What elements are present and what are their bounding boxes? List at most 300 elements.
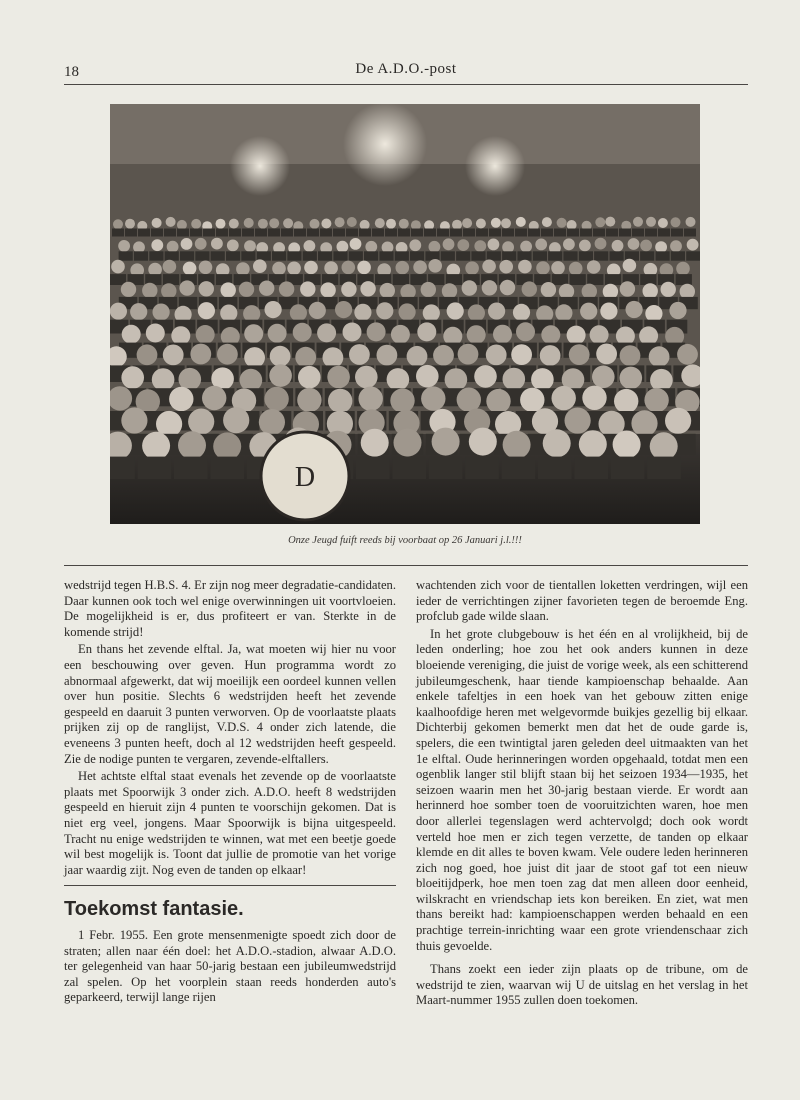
crowd-face: [220, 305, 237, 322]
crowd-face: [377, 345, 398, 366]
crowd-face: [110, 303, 127, 320]
right-paragraph: In het grote clubgebouw is het één en al vrolijkheid, bij de leden onderling; hoe zou het ook anders kunnen in deze bloeiende vereniging, die juist de vorige week, als een schitterend jubileumgeschenk, haar tiende kampioenschap behaalde. Aan enkele tafeltjes in een hoek van het gebouw zitten enige kaalhoofdige heren met welgevormde buikjes gezellig bij elkaar. Dichterbij gekomen bemerkt men dat het de oude garde is, spelers, die een twintigtal jaren geleden deel uitmaakten van het 1e elftal. Oude herinneringen worden opgehaald, totdat men een ogenblik langer stil blijft staan bij het seizoen 1934—1935, het seizoen waarin men het 30-jarig bestaan vierde. Er wordt aan herinnerd hoe somber toen de vooruitzichten waren, hoe men door allerlei tegenslagen werd achtervolgd; doch ook wordt verteld hoe men er zich tegen verzette, de tanden op elkaar klemde en dit alles te boven kwam. Vele oudere leden herinneren zich nog goed, hoe juist dit jaar de stoot gaf tot een nieuw bloeitijdperk, hoe men toen zag dat men alleen door eenheid, wilskracht en vriendschap iets kon bereiken. En ziet, wat men thans bereikt had: kampioenschappen werden behaald en een prachtige terrein-inrichting waar een grote vriendenschaar zich thuis gevoelde.: [416, 626, 748, 953]
crowd-face: [579, 430, 607, 458]
crowd-face: [661, 282, 676, 297]
article-paragraph: 1 Febr. 1955. Een grote mensenmenigte spoedt zich door de straten; allen naar één doel: het A.D.O.-stadion, alwaar A.D.O. ter gelegenheid van haar 50-jarig bestaan een jubileumwedstrijd zal spelen. Op het voorplein staan reeds honderden auto's geparkeerd, terwijl lange rijen: [64, 928, 396, 1005]
chandelier-glow: [343, 104, 427, 186]
crowd-face: [603, 284, 618, 299]
crowd-body: [226, 251, 240, 260]
crowd-body: [163, 274, 179, 285]
crowd-face: [567, 326, 586, 345]
crowd-face: [217, 344, 238, 365]
crowd-face: [270, 346, 291, 367]
crowd-body: [450, 229, 462, 237]
crowd-face: [350, 238, 362, 250]
section-rule: [64, 565, 748, 566]
crowd-face: [121, 282, 136, 297]
crowd-face: [442, 283, 457, 298]
crowd-face: [452, 220, 462, 230]
crowd-body: [281, 229, 293, 237]
crowd-face: [130, 303, 147, 320]
crowd-body: [515, 229, 527, 237]
crowd-face: [376, 302, 393, 319]
crowd-body: [255, 229, 267, 237]
crowd-body: [210, 457, 244, 479]
crowd-body: [606, 229, 618, 237]
photo-youth-party: [110, 104, 700, 524]
right-column: [416, 578, 748, 1011]
crowd-body: [574, 457, 608, 479]
crowd-face: [445, 368, 468, 391]
crowd-face: [355, 366, 378, 389]
crowd-body: [346, 229, 358, 237]
crowd-face: [244, 218, 254, 228]
crowd-face: [670, 240, 682, 252]
crowd-body: [364, 251, 378, 260]
crowd-body: [272, 251, 286, 260]
crowd-face: [386, 219, 396, 229]
crowd-face: [614, 389, 638, 413]
crowd-body: [174, 457, 208, 479]
crowd-face: [563, 238, 575, 250]
crowd: [110, 217, 700, 479]
crowd-face: [367, 322, 386, 341]
crowd-face: [541, 325, 560, 344]
lamp-right-glow: [465, 136, 525, 196]
crowd-face: [407, 346, 428, 367]
crowd-face: [605, 217, 615, 227]
crowd-body: [372, 229, 384, 237]
crowd-face: [264, 387, 288, 411]
crowd-face: [600, 303, 617, 320]
crowd-face: [416, 365, 439, 388]
crowd-face: [643, 283, 658, 298]
crowd-face: [633, 217, 643, 227]
crowd-face: [259, 409, 285, 435]
crowd-face: [269, 364, 292, 387]
crowd-body: [242, 229, 254, 237]
crowd-face: [152, 218, 162, 228]
header-rule: [64, 84, 748, 85]
crowd-body: [489, 229, 501, 237]
crowd-face: [646, 217, 656, 227]
crowd-face: [321, 219, 331, 229]
crowd-face: [428, 259, 442, 273]
crowd-face: [421, 282, 436, 297]
crowd-face: [499, 260, 513, 274]
crowd-face: [202, 386, 226, 410]
crowd-face: [304, 261, 318, 275]
crowd-face: [474, 365, 497, 388]
crowd-body: [349, 251, 363, 260]
crowd-face: [265, 301, 282, 318]
crowd-face: [360, 281, 375, 296]
crowd-face: [613, 431, 641, 459]
crowd-face: [236, 262, 250, 276]
crowd-body: [268, 229, 280, 237]
crowd-face: [258, 219, 268, 229]
crowd-face: [213, 432, 241, 460]
crowd-body: [177, 229, 189, 237]
crowd-face: [354, 304, 371, 321]
crowd-face: [199, 281, 214, 296]
crowd-face: [191, 219, 201, 229]
article-divider: [64, 885, 396, 886]
crowd-body: [229, 229, 241, 237]
crowd-face: [361, 429, 389, 457]
crowd-body: [658, 229, 670, 237]
crowd-face: [582, 284, 597, 299]
crowd-body: [216, 229, 228, 237]
crowd-face: [620, 281, 635, 296]
crowd-face: [152, 368, 175, 391]
crowd-face: [269, 218, 279, 228]
crowd-face: [216, 219, 226, 229]
crowd-body: [593, 229, 605, 237]
crowd-face: [328, 389, 352, 413]
crowd-body: [356, 457, 390, 479]
crowd-face: [309, 302, 326, 319]
photo-illustration: [110, 104, 700, 524]
crowd-face: [687, 239, 699, 251]
crowd-face: [486, 389, 510, 413]
crowd-body: [528, 229, 540, 237]
crowd-face: [327, 366, 350, 389]
crowd-face: [579, 240, 591, 252]
crowd-face: [649, 346, 670, 367]
crowd-face: [620, 345, 641, 366]
crowd-face: [626, 301, 643, 318]
page-header: [64, 60, 748, 82]
crowd-body: [385, 229, 397, 237]
crowd-face: [229, 219, 239, 229]
crowd-body: [149, 251, 163, 260]
crowd-face: [163, 260, 177, 274]
crowd-face: [465, 261, 479, 275]
crowd-face: [580, 303, 597, 320]
crowd-face: [142, 283, 157, 298]
crowd-face: [467, 325, 486, 344]
crowd-body: [333, 251, 347, 260]
crowd-body: [392, 457, 426, 479]
crowd-body: [611, 457, 645, 479]
crowd-body: [567, 229, 579, 237]
crowd-face: [686, 217, 696, 227]
crowd-body: [398, 229, 410, 237]
crowd-face: [323, 347, 344, 368]
crowd-face: [474, 240, 486, 252]
crowd-body: [676, 274, 692, 285]
crowd-face: [503, 431, 531, 459]
crowd-face: [244, 347, 265, 368]
crowd-body: [671, 251, 685, 260]
crowd-body: [429, 457, 463, 479]
crowd-body: [138, 457, 172, 479]
crowd-face: [462, 218, 472, 228]
crowd-body: [533, 251, 547, 260]
crowd-face: [491, 218, 501, 228]
crowd-body: [151, 229, 163, 237]
crowd-face: [535, 239, 547, 251]
crowd-face: [671, 217, 681, 227]
lamp-left-glow: [230, 136, 290, 196]
crowd-face: [421, 386, 445, 410]
crowd-body: [164, 229, 176, 237]
crowd-face: [458, 344, 479, 365]
crowd-body: [487, 251, 501, 260]
crowd-body: [647, 457, 681, 479]
crowd-face: [113, 219, 123, 229]
crowd-face: [317, 323, 336, 342]
crowd-body: [110, 274, 126, 285]
crowd-body: [656, 251, 670, 260]
crowd-body: [632, 229, 644, 237]
crowd-face: [650, 432, 678, 460]
left-paragraph: wedstrijd tegen H.B.S. 4. Er zijn nog meer degradatie-candidaten. Daar kunnen ook toch wel enige overwinningen uit voortvloeien. De mogelijkheid is er, dus profiteert er van. Sterkte in de komende strijd!: [64, 578, 396, 639]
crowd-face: [559, 284, 574, 299]
crowd-face: [310, 219, 320, 229]
crowd-face: [501, 218, 511, 228]
crowd-body: [502, 457, 536, 479]
crowd-face: [569, 262, 583, 276]
crowd-body: [605, 274, 621, 285]
crowd-body: [476, 229, 488, 237]
crowd-face: [462, 280, 477, 295]
crowd-face: [195, 238, 207, 250]
crowd-face: [375, 218, 385, 228]
crowd-face: [640, 240, 652, 252]
crowd-face: [380, 283, 395, 298]
crowd-face: [396, 261, 410, 275]
crowd-face: [121, 366, 144, 389]
crowd-body: [165, 251, 179, 260]
crowd-face: [587, 260, 601, 274]
crowd-face: [153, 304, 170, 321]
page-number: 18: [64, 64, 79, 80]
crowd-body: [307, 229, 319, 237]
photo-caption: Onze Jeugd fuift reeds bij voorbaat op 26 Januari j.l.!!!: [288, 535, 522, 546]
crowd-face: [513, 304, 530, 321]
crowd-face: [469, 428, 497, 456]
crowd-face: [171, 326, 190, 345]
crowd-face: [137, 344, 158, 365]
crowd-face: [569, 344, 590, 365]
crowd-face: [592, 366, 615, 389]
crowd-body: [686, 251, 700, 260]
crowd-face: [669, 302, 686, 319]
crowd-face: [565, 408, 591, 434]
crowd-face: [432, 428, 460, 456]
crowd-face: [612, 240, 624, 252]
crowd-face: [540, 345, 561, 366]
running-title: De A.D.O.-post: [355, 61, 457, 77]
crowd-body: [333, 229, 345, 237]
crowd-face: [518, 260, 532, 274]
crowd-face: [181, 238, 193, 250]
crowd-body: [119, 251, 133, 260]
crowd-body: [110, 457, 135, 479]
crowd-body: [684, 229, 696, 237]
crowd-face: [677, 344, 698, 365]
crowd-face: [390, 388, 414, 412]
crowd-face: [665, 408, 691, 434]
crowd-face: [658, 218, 668, 228]
crowd-body: [241, 251, 255, 260]
crowd-face: [349, 344, 370, 365]
crowd-face: [125, 219, 135, 229]
crowd-face: [394, 429, 422, 457]
crowd-body: [465, 457, 499, 479]
crowd-face: [399, 303, 416, 320]
crowd-face: [167, 241, 179, 253]
crowd-face: [488, 303, 505, 320]
crowd-face: [295, 347, 316, 368]
crowd-face: [520, 388, 544, 412]
crowd-face: [531, 368, 554, 391]
crowd-face: [279, 281, 294, 296]
crowd-face: [457, 239, 469, 251]
crowd-face: [543, 429, 571, 457]
crowd-face: [503, 368, 526, 391]
crowd-face: [169, 387, 193, 411]
crowd-body: [294, 229, 306, 237]
crowd-face: [482, 260, 496, 274]
crowd-body: [471, 251, 485, 260]
crowd-face: [335, 217, 345, 227]
crowd-face: [387, 368, 410, 391]
crowd-face: [179, 280, 194, 295]
crowd-body: [395, 251, 409, 260]
crowd-body: [517, 251, 531, 260]
crowd-face: [198, 302, 215, 319]
crowd-face: [413, 260, 427, 274]
crowd-face: [655, 241, 667, 253]
crowd-face: [557, 218, 567, 228]
crowd-face: [122, 325, 141, 344]
crowd-face: [211, 238, 223, 250]
crowd-face: [259, 281, 274, 296]
crowd-face: [582, 386, 606, 410]
left-paragraph: Het achtste elftal staat evenals het zevende op de voorlaatste plaats met Spoorwijk 3 onder zich. A.D.O. heeft 8 wedstrijden gespeeld en hieruit zijn 4 punten te voorschijn gekomen. Dat is niet erg veel, jongens. Maar Spoorwijk is bijna uitgespeeld. Tracht nu enige wedstrijden te winnen, wat met een beetje goede wil best mogelijk is. Toont dat jullie de promotie van het vorige jaar waardig zijt. Nog even de tanden op elkaar!: [64, 769, 396, 877]
crowd-face: [680, 284, 695, 299]
crowd-face: [359, 387, 383, 411]
crowd-face: [391, 325, 410, 344]
crowd-face: [227, 240, 239, 252]
crowd-body: [548, 251, 562, 260]
crowd-face: [500, 280, 515, 295]
crowd-face: [482, 280, 497, 295]
crowd-body: [563, 251, 577, 260]
crowd-body: [579, 251, 593, 260]
crowd-face: [272, 262, 286, 276]
crowd-body: [320, 229, 332, 237]
crowd-face: [520, 241, 532, 253]
crowd-face: [595, 217, 605, 227]
crowd-face: [443, 238, 455, 250]
crowd-face: [511, 344, 532, 365]
crowd-face: [595, 238, 607, 250]
crowd-face: [293, 323, 312, 342]
crowd-face: [177, 220, 187, 230]
left-paragraph: En thans het zevende elftal. Ja, wat moeten wij hier nu voor een beschouwing over geven. Hun programma wordt zo abnormaal afgewerkt, dat wij moeilijk een oordeel kunnen vellen over hun positie. Slechts 6 wedstrijden heeft het zevende gespeeld en daaruit 3 punten verworven. Op de voorlaatste plaats prijken zij op de ranglijst, V.D.S. 4 onder zich latende, die eveneens 3 punten heeft, doch al 12 wedstrijden heeft gespeeld. Zie de nodige punten te vergaren, zevende-elftallers.: [64, 642, 396, 766]
crowd-face: [142, 432, 170, 460]
crowd-body: [570, 274, 586, 285]
crowd-face: [409, 239, 421, 251]
crowd-body: [257, 251, 271, 260]
crowd-face: [335, 301, 352, 318]
crowd-body: [610, 251, 624, 260]
crowd-body: [190, 229, 202, 237]
crowd-face: [221, 282, 236, 297]
crowd-face: [488, 239, 500, 251]
crowd-face: [516, 217, 526, 227]
crowd-body: [125, 229, 137, 237]
crowd-face: [644, 388, 668, 412]
crowd-face: [337, 241, 349, 253]
crowd-face: [399, 219, 409, 229]
crowd-face: [493, 325, 512, 344]
crowd-body: [640, 274, 656, 285]
crowd-body: [538, 457, 572, 479]
crowd-face: [151, 239, 163, 251]
crowd-body: [379, 251, 393, 260]
crowd-face: [111, 260, 125, 274]
crowd-body: [587, 274, 603, 285]
crowd-body: [287, 251, 301, 260]
crowd-face: [676, 262, 690, 276]
crowd-face: [283, 218, 293, 228]
crowd-face: [516, 322, 535, 341]
crowd-body: [195, 251, 209, 260]
crowd-body: [424, 229, 436, 237]
crowd-body: [425, 251, 439, 260]
crowd-body: [441, 251, 455, 260]
crowd-face: [360, 220, 370, 230]
crowd-face: [555, 304, 572, 321]
crowd-face: [645, 305, 662, 322]
crowd-face: [118, 240, 130, 252]
crowd-body: [411, 229, 423, 237]
crowd-face: [468, 304, 485, 321]
crowd-face: [342, 261, 356, 275]
crowd-face: [486, 345, 507, 366]
crowd-body: [671, 229, 683, 237]
crowd-body: [134, 251, 148, 260]
crowd-face: [357, 261, 371, 275]
crowd-face: [320, 282, 335, 297]
crowd-body: [446, 274, 462, 285]
crowd-face: [623, 259, 637, 273]
crowd-face: [239, 282, 254, 297]
crowd-face: [423, 304, 440, 321]
crowd-face: [552, 386, 576, 410]
crowd-face: [341, 282, 356, 297]
crowd-body: [138, 229, 150, 237]
crowd-body: [318, 251, 332, 260]
left-column: [64, 578, 396, 880]
crowd-body: [502, 251, 516, 260]
crowd-face: [536, 261, 550, 275]
crowd-body: [502, 229, 514, 237]
crowd-body: [393, 274, 409, 285]
crowd-body: [211, 251, 225, 260]
crowd-face: [199, 261, 213, 275]
crowd-face: [268, 324, 287, 343]
crowd-body: [594, 251, 608, 260]
bass-drum-letter: D: [294, 462, 316, 493]
crowd-face: [365, 241, 377, 253]
crowd-body: [552, 274, 568, 285]
